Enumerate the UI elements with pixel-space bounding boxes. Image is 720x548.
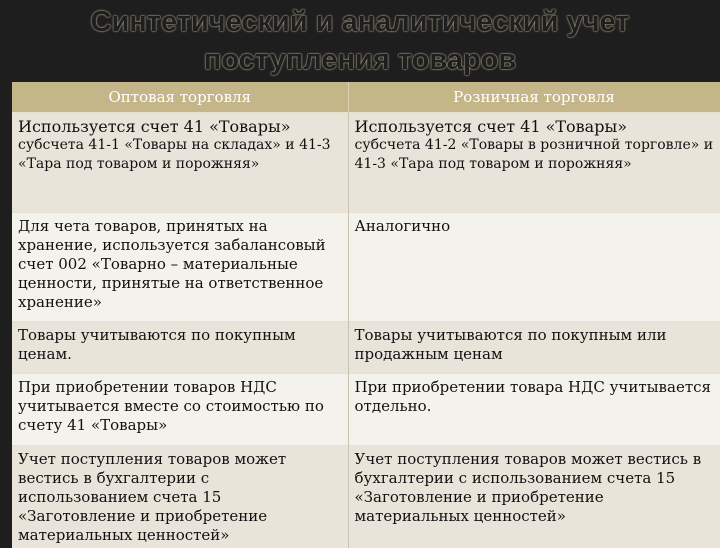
table-row	[12, 213, 720, 322]
table-cell-retail	[348, 113, 720, 213]
table-row	[12, 374, 720, 446]
cell-sub-text: субсчета 41-2 «Товары в розничной торговле» и 41-3 «Тара под товаром и порожняя»	[355, 136, 714, 174]
table-row	[12, 446, 720, 548]
header-retail: Розничная торговля	[348, 82, 720, 113]
table-cell-wholesale: При приобретении товаров НДС учитывается вместе со стоимостью по счету 41 «Товары»	[12, 374, 348, 446]
table-cell-retail: При приобретении товара НДС учитывается отдельно.	[348, 374, 720, 446]
header-wholesale: Оптовая торговля	[12, 82, 348, 113]
title-line-1: Синтетический и аналитический учет	[91, 3, 630, 41]
table-cell-retail: Учет поступления товаров может вестись в бухгалтерии с использованием счета 15 «Заготовление и приобретение материальных ценностей»	[348, 446, 720, 548]
comparison-table	[12, 82, 720, 548]
table-cell-retail: Аналогично	[348, 213, 720, 322]
cell-main-text: Используется счет 41 «Товары»	[355, 117, 714, 136]
table-cell-wholesale: Учет поступления товаров может вестись в бухгалтерии с использованием счета 15 «Заготовление и приобретение материальных ценностей»	[12, 446, 348, 548]
table-header-row	[12, 82, 720, 113]
table-cell-retail: Товары учитываются по покупным или продажным ценам	[348, 322, 720, 374]
slide-title	[0, 0, 720, 82]
table-cell-wholesale: Для чета товаров, принятых на хранение, используется забалансовый счет 002 «Товарно – материальные ценности, принятые на ответственное хранение»	[12, 213, 348, 322]
table-row	[12, 113, 720, 213]
cell-sub-text: субсчета 41-1 «Товары на складах» и 41-3 «Тара под товаром и порожняя»	[18, 136, 342, 174]
title-line-2: поступления товаров	[204, 41, 516, 79]
table-row	[12, 322, 720, 374]
table-cell-wholesale: Товары учитываются по покупным ценам.	[12, 322, 348, 374]
cell-main-text: Используется счет 41 «Товары»	[18, 117, 342, 136]
table-cell-wholesale	[12, 113, 348, 213]
